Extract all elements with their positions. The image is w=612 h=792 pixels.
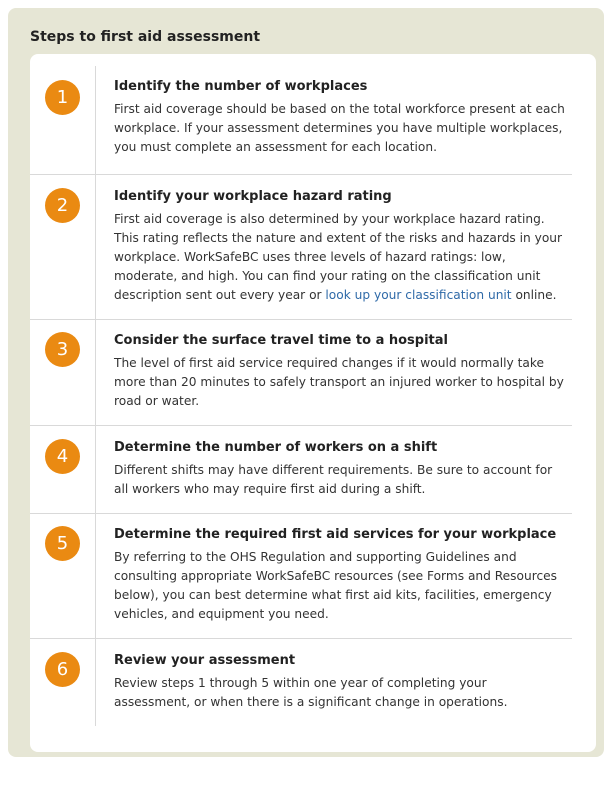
step-content — [114, 78, 566, 157]
step-content — [114, 188, 566, 305]
step-description — [114, 210, 566, 305]
step-content — [114, 332, 566, 411]
step-heading: Identify your workplace hazard rating — [114, 189, 392, 204]
step-heading: Review your assessment — [114, 653, 296, 668]
step-heading: Determine the number of workers on a shift — [114, 440, 438, 455]
step-number-badge: 2 — [45, 188, 80, 223]
step-description-text-end: online. — [511, 288, 557, 302]
vertical-divider — [95, 66, 96, 726]
step-content — [114, 526, 566, 624]
step-heading: Determine the required first aid services for your workplace — [114, 527, 557, 542]
first-aid-steps-panel — [8, 8, 604, 757]
step-number-badge: 5 — [45, 526, 80, 561]
steps-card — [30, 54, 596, 752]
step-content — [114, 439, 566, 499]
step-number-badge: 3 — [45, 332, 80, 367]
step-description: First aid coverage should be based on the total workforce present at each workplace. If your assessment determines you have multiple workplaces, you must complete an assessment for each location. — [114, 102, 565, 154]
step-number-badge: 4 — [45, 439, 80, 474]
panel-title: Steps to first aid assessment — [30, 29, 261, 45]
step-divider — [30, 319, 572, 320]
step-divider — [30, 174, 572, 175]
step-number-badge: 6 — [45, 652, 80, 687]
step-description: Different shifts may have different requirements. Be sure to account for all workers who may require first aid during a shift. — [114, 463, 553, 496]
step-heading: Identify the number of workplaces — [114, 79, 368, 94]
step-number-badge: 1 — [45, 80, 80, 115]
step-description-text: First aid coverage is also determined by your workplace hazard rating. This rating reflects the nature and extent of the risks and hazards in your workplace. WorkSafeBC uses three levels of hazard ratings: low, moderate, and high. You can find your rating on the classification unit description sent out every year or — [114, 212, 563, 302]
step-divider — [30, 425, 572, 426]
step-divider — [30, 638, 572, 639]
classification-unit-link[interactable]: look up your classification unit — [325, 288, 512, 302]
step-heading: Consider the surface travel time to a hospital — [114, 333, 449, 348]
step-description: The level of first aid service required changes if it would normally take more than 20 minutes to safely transport an injured worker to hospital by road or water. — [114, 356, 564, 408]
step-content — [114, 652, 566, 712]
step-description: By referring to the OHS Regulation and supporting Guidelines and consulting appropriate WorkSafeBC resources (see Forms and Resources below), you can best determine what first aid kits, facilities, emergency vehicles, and equipment you need. — [114, 550, 557, 621]
step-divider — [30, 513, 572, 514]
step-description: Review steps 1 through 5 within one year of completing your assessment, or when there is a significant change in operations. — [114, 676, 508, 709]
